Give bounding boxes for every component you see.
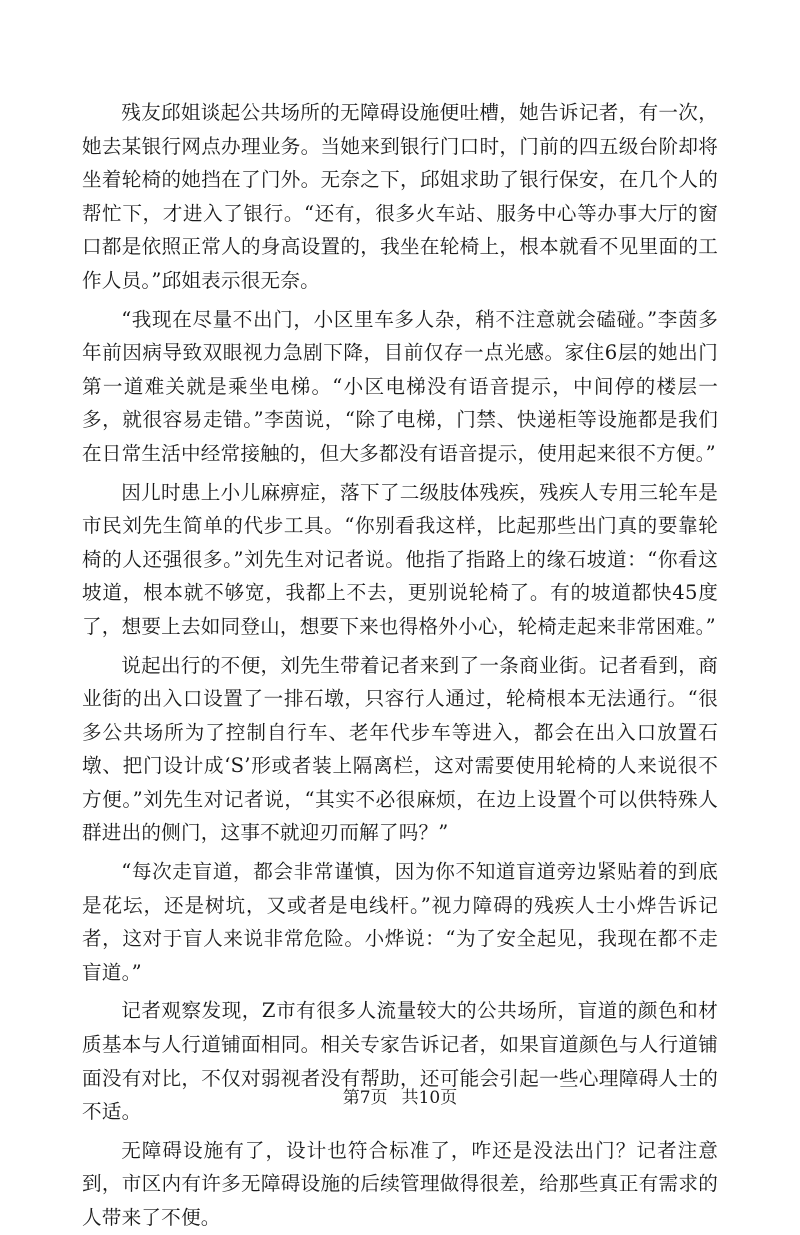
- paragraph-5: “每次走盲道，都会非常谨慎，因为你不知道盲道旁边紧贴着的到底是花坛，还是树坑，又或者是电线杆。”视力障碍的残疾人士小烨告诉记者，这对于盲人来说非常危险。小烨说：“为了安全起见，我现在都不走盲道。”: [82, 860, 718, 984]
- page-total: 共10页: [401, 1088, 458, 1108]
- paragraph-7: 无障碍设施有了，设计也符合标准了，咋还是没法出门？记者注意到，市区内有许多无障碍设施的后续管理做得很差，给那些真正有需求的人带来了不便。: [82, 1138, 718, 1229]
- paragraph-4: 说起出行的不便，刘先生带着记者来到了一条商业街。记者看到，商业街的出入口设置了一排石墩，只容行人通过，轮椅根本无法通行。“很多公共场所为了控制自行车、老年代步车等进入，都会在出入口放置石墩、把门设计成‘S’形或者装上隔离栏，这对需要使用轮椅的人来说很不方便。”刘先生对记者说，“其实不必很麻烦，在边上设置个可以供特殊人群进出的侧门，这事不就迎刃而解了吗？”: [82, 653, 718, 845]
- page-number: 第7页: [342, 1088, 388, 1108]
- paragraph-6: 记者观察发现，Z市有很多人流量较大的公共场所，盲道的颜色和材质基本与人行道铺面相同。相关专家告诉记者，如果盲道颜色与人行道铺面没有对比，不仅对弱视者没有帮助，还可能会引起一些心理障碍人士的不适。: [82, 999, 718, 1124]
- paragraph-1: 残友邱姐谈起公共场所的无障碍设施便吐槽，她告诉记者，有一次，她去某银行网点办理业务。当她来到银行门口时，门前的四五级台阶却将坐着轮椅的她挡在了门外。无奈之下，邱姐求助了银行保安，在几个人的帮忙下，才进入了银行。“还有，很多火车站、服务中心等办事大厅的窗口都是依照正常人的身高设置的，我坐在轮椅上，根本就看不见里面的工作人员。”邱姐表示很无奈。: [82, 101, 718, 292]
- article-body: [82, 96, 718, 1235]
- paragraph-2: “我现在尽量不出门，小区里车多人杂，稍不注意就会磕碰。”李茵多年前因病导致双眼视力急剧下降，目前仅存一点光感。家住6层的她出门第一道难关就是乘坐电梯。“小区电梯没有语音提示，中间停的楼层一多，就很容易走错。”李茵说，“除了电梯，门禁、快递柜等设施都是我们在日常生活中经常接触的，但大多都没有语音提示，使用起来很不方便。”: [82, 307, 718, 465]
- paragraph-3: 因儿时患上小儿麻痹症，落下了二级肢体残疾，残疾人专用三轮车是市民刘先生简单的代步工具。“你别看我这样，比起那些出门真的要靠轮椅的人还强很多。”刘先生对记者说。他指了指路上的缘石坡道：“你看这坡道，根本就不够宽，我都上不去，更别说轮椅了。有的坡道都快45度了，想要上去如同登山，想要下来也得格外小心，轮椅走起来非常困难。”: [82, 480, 718, 638]
- page-footer: [0, 1086, 800, 1110]
